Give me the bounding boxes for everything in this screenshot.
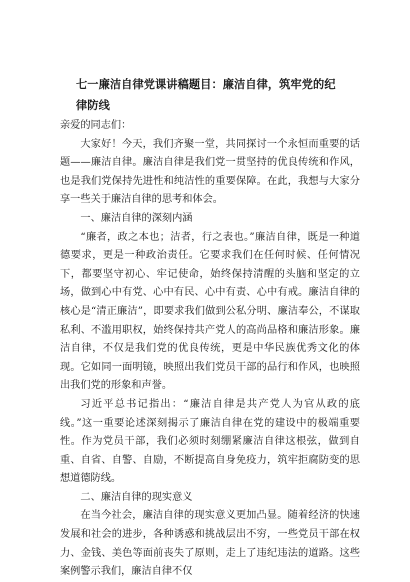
greeting: 亲爱的同志们： [60, 120, 132, 131]
section-heading-1: 一、廉洁自律的深刻内涵 [80, 212, 193, 224]
section-1-paragraph: “廉者，政之本也；洁者，行之表也。”廉洁自律，既是一种道德要求，更是一种政治责任。它要求我们在任何时候、任何情况下，都要坚守初心、牢记使命，始终保持清醒的头脑和坚定的立场，做到心中有党、心中有民、心中有责、心中有戒。廉洁自律的核心是“清正廉洁”，即要求我们做到公私分明、廉洁奉公，不谋取私利、不滥用职权，始终保持共产党人的高尚品格和廉洁形象。廉洁自律，不仅是我们党的优良传统，更是中华民族优秀文化的体现。它如同一面明镜，映照出我们党员干部的品行和作风，也映照出我们党的形象和声誉。 [60, 231, 360, 392]
section-2-paragraph: 在当今社会，廉洁自律的现实意义更加凸显。随着经济的快速发展和社会的进步，各种诱惑和挑战层出不穷，一些党员干部在权力、金钱、美色等面前丧失了原则，走上了违纪违法的道路。这些案例警示我们，廉洁自律不仅 [60, 510, 360, 578]
intro-paragraph: 大家好！今天，我们齐聚一堂，共同探讨一个永恒而重要的话题——廉洁自律。廉洁自律是我们党一贯坚持的优良传统和作风，也是我们党保持先进性和纯洁性的重要保障。在此，我想与大家分享一些关于廉洁自律的思考和体会。 [60, 138, 360, 206]
section-heading-2: 二、廉洁自律的现实意义 [80, 491, 193, 503]
document-body [60, 117, 360, 582]
quote-paragraph: 习近平总书记指出：“廉洁自律是共产党人为官从政的底线。”这一重要论述深刻揭示了廉洁自律在党的建设中的极端重要性。作为党员干部，我们必须时刻绷紧廉洁自律这根弦，做到自重、自省、自警、自励，不断提高自身免疫力，筑牢拒腐防变的思想道德防线。 [60, 398, 360, 485]
document-title: 七一廉洁自律党课讲稿题目：廉洁自律，筑牢党的纪律防线 [76, 77, 336, 112]
